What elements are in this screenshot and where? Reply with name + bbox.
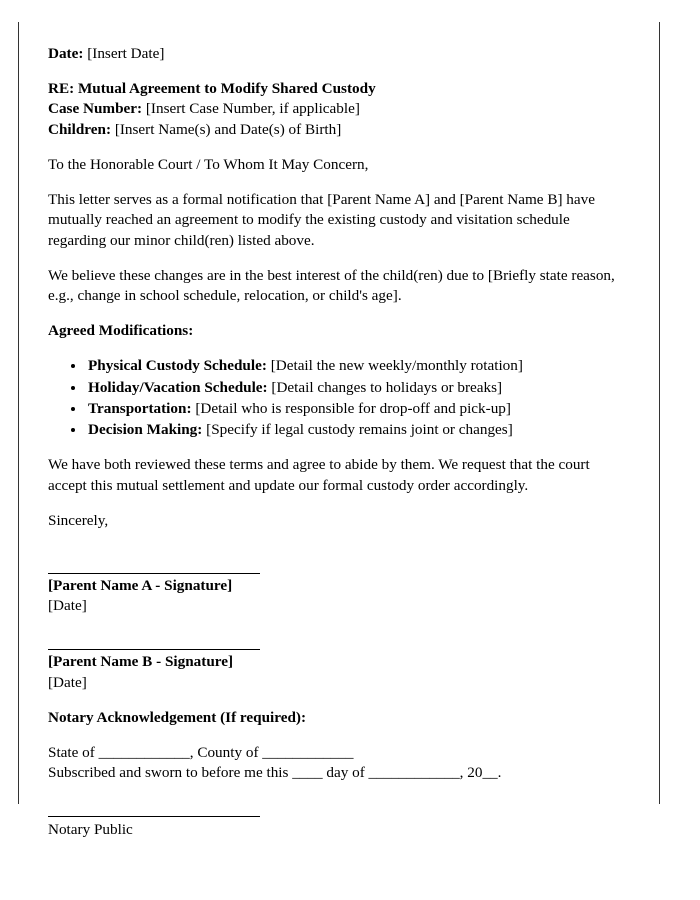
- signature-block-a: [48, 572, 628, 616]
- list-item-value: [Detail the new weekly/monthly rotation]: [270, 357, 523, 375]
- signature-space-b: [48, 631, 628, 648]
- list-item-label: Holiday/Vacation Schedule:: [88, 378, 268, 396]
- case-number-value: [Insert Case Number, if applicable]: [145, 100, 360, 118]
- notary-statement: [48, 743, 628, 783]
- signature-space-a: [48, 546, 628, 572]
- notary-heading: Notary Acknowledgement (If required):: [48, 708, 307, 726]
- list-item-label: Decision Making:: [88, 421, 203, 439]
- date-line: [48, 44, 628, 64]
- list-item-label: Transportation:: [88, 399, 192, 417]
- subject-label: RE: Mutual Agreement to Modify Shared Custody: [48, 80, 376, 98]
- children-value: [Insert Name(s) and Date(s) of Birth]: [114, 120, 342, 138]
- closing: Sincerely,: [48, 511, 109, 529]
- notary-state-county-line: State of ____________, County of ____________: [48, 744, 354, 762]
- paragraph-2: We believe these changes are in the best interest of the child(ren) due to [Briefly state reason, e.g., change in school schedule, relocation, or child's age].: [48, 266, 615, 304]
- signature-block-b: [48, 648, 628, 692]
- list-item: [86, 420, 628, 440]
- date-value: [Insert Date]: [87, 45, 165, 62]
- notary-signature-space: [48, 798, 628, 815]
- document-body: [48, 44, 628, 841]
- children-label: Children:: [48, 120, 112, 138]
- paragraph-3: We have both reviewed these terms and agree to abide by them. We request that the court accept this mutual settlement and update our formal custody order accordingly.: [48, 456, 590, 494]
- signature-rule-a: [48, 572, 260, 574]
- salutation: To the Honorable Court / To Whom It May Concern,: [48, 155, 369, 173]
- list-item-value: [Detail changes to holidays or breaks]: [271, 378, 503, 396]
- modifications-heading: Agreed Modifications:: [48, 322, 194, 340]
- modifications-list: [48, 356, 628, 440]
- children-line: [48, 120, 628, 140]
- case-number-label: Case Number:: [48, 100, 143, 118]
- signature-date-b: [Date]: [48, 673, 87, 691]
- signature-name-a: [Parent Name A - Signature]: [48, 576, 233, 594]
- notary-signature-rule: [48, 815, 260, 817]
- list-item-label: Physical Custody Schedule:: [88, 357, 267, 375]
- date-label: Date:: [48, 45, 84, 62]
- header-block: [48, 79, 628, 140]
- list-item: [86, 378, 628, 398]
- list-item: [86, 399, 628, 419]
- notary-sworn-line: Subscribed and sworn to before me this ____ day of ____________, 20__.: [48, 764, 502, 782]
- list-item: [86, 356, 628, 376]
- case-number-line: [48, 99, 628, 119]
- notary-public-label: Notary Public: [48, 821, 133, 839]
- notary-signature-block: [48, 815, 628, 840]
- list-item-value: [Detail who is responsible for drop-off and pick-up]: [195, 399, 511, 417]
- paragraph-1: This letter serves as a formal notification that [Parent Name A] and [Parent Name B] have mutually reached an agreement to modify the existing custody and visitation schedule regarding our minor child(ren) listed above.: [48, 191, 595, 249]
- signature-rule-b: [48, 648, 260, 650]
- signature-date-a: [Date]: [48, 597, 87, 615]
- list-item-value: [Specify if legal custody remains joint or changes]: [206, 421, 513, 439]
- signature-name-b: [Parent Name B - Signature]: [48, 653, 234, 671]
- subject-line: [48, 79, 628, 99]
